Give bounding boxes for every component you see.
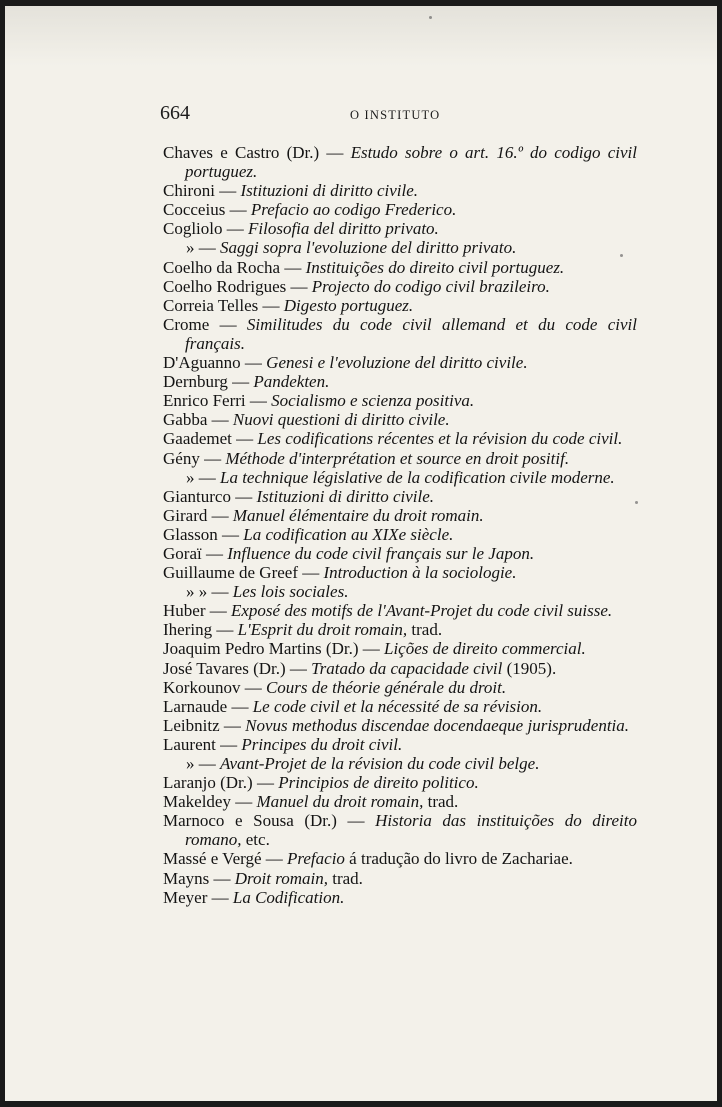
bibliography-entry [163,315,637,353]
entry-dash: — [207,410,233,430]
entry-author: Gianturco [163,486,231,506]
entry-dash: — [245,391,272,411]
entry-dash: — [252,773,279,793]
entry-dash: — [205,601,231,621]
bibliography-entry [163,219,637,238]
entry-work-title: Digesto portuguez. [283,295,414,315]
entry-work-title: Tratado da capacidade civil [311,658,503,678]
entry-author: Leibnitz [163,715,220,735]
bibliography-entry [163,582,637,601]
bibliography-entry [163,697,637,716]
entry-work-title: Lições de direito commercial. [383,639,586,659]
bibliography-entry [163,143,637,181]
entry-work-title: Principios de direito politico. [278,773,479,793]
entry-note: trad. [327,868,363,888]
entry-dash: — [286,276,312,296]
bibliography-entry [163,410,637,429]
entry-dash: — [258,295,284,315]
entry-author: Chaves e Castro (Dr.) [163,143,320,162]
entry-author: » [186,754,195,773]
bibliography-entry [163,506,637,525]
entry-work-title: Manuel du droit romain, [256,792,424,812]
entry-dash: — [194,467,220,487]
entry-work-title: Exposé des motifs de l'Avant-Projet du code civil suisse. [230,601,613,621]
entry-author: Huber [163,601,206,621]
entry-work-title: Istituzioni di diritto civile. [240,181,418,201]
entry-dash: — [217,524,244,544]
entry-work-title: Instituições do direito civil portuguez. [305,257,565,277]
bibliography-entry [163,563,637,582]
entry-author: Meyer [163,887,208,907]
entry-dash: — [225,200,251,220]
bibliography-entry [163,449,637,468]
entry-work-title: Les lois sociales. [232,582,349,602]
entry-dash: — [219,715,246,735]
entry-dash: — [201,543,228,563]
entry-dash: — [227,696,253,716]
bibliography-entry [163,487,637,506]
bibliography-entry [163,601,637,620]
entry-dash: — [207,887,233,907]
scan-shadow [5,6,717,66]
entry-author: Mayns [163,868,210,888]
entry-work-title: Saggi sopra l'evoluzione del diritto privato. [220,238,517,258]
entry-work-title: Introduction à la sociologie. [323,563,517,583]
entry-author: Laurent [163,734,216,754]
entry-dash: — [222,219,249,239]
entry-author: Correia Telles [163,295,259,315]
entry-work-title: Novus methodus discendae docendaeque jurisprudentia. [245,715,630,735]
entry-dash: — [227,372,254,392]
entry-author: » [186,467,195,487]
entry-author: Goraï [163,543,202,563]
entry-author: Gény [163,448,200,468]
entry-work-title: Influence du code civil français sur le Japon. [227,543,535,563]
entry-author: Cogliolo [163,219,223,239]
entry-work-title: Socialismo e scienza positiva. [271,391,475,411]
bibliography-entry [163,888,637,907]
entry-dash: — [209,314,247,334]
bibliography-entry [163,659,637,678]
entry-dash: — [215,734,242,754]
entry-work-title: Principes du droit civil. [241,734,403,754]
bibliography-entry [163,200,637,219]
bibliography-entry [163,372,637,391]
entry-dash: — [231,429,258,449]
entry-work-title: Méthode d'interprétation et source en droit positif. [225,448,570,468]
entry-work-title: Le code civil et la nécessité de sa révision. [252,696,543,716]
entry-author: Ihering [163,620,213,640]
bibliography-entry [163,258,637,277]
bibliography-entry [163,811,637,849]
entry-work-title: Genesi e l'evoluzione del diritto civile. [266,353,528,373]
entry-author: Joaquim Pedro Martins (Dr.) [163,639,359,659]
entry-dash: — [230,792,257,812]
entry-work-title: Nuovi questioni di diritto civile. [232,410,450,430]
entry-work-title: Les codifications récentes et la révision du code civil. [257,429,623,449]
entry-work-title: Manuel élémentaire du droit romain. [232,505,484,525]
bibliography-entry [163,716,637,735]
entry-author: Gabba [163,410,208,430]
entry-work-title: Cours de théorie générale du droit. [265,677,507,697]
entry-note: (1905). [502,658,557,678]
bibliography-entry [163,296,637,315]
entry-note: á tradução do livro de Zachariae. [344,849,573,869]
entry-author: Larnaude [163,696,228,716]
entry-author: Crome [163,314,210,334]
entry-work-title: Prefacio ao codigo Frederico. [250,200,457,220]
entry-dash: — [199,448,226,468]
entry-author: » » [186,582,208,602]
bibliography-entry [163,277,637,296]
entry-author: José Tavares (Dr.) [163,658,286,678]
entry-note: etc. [241,830,270,850]
entry-author: Korkounov [163,677,241,697]
entry-dash: — [207,505,233,525]
entry-author: Girard [163,505,208,525]
entry-dash: — [240,353,267,373]
bibliography-entry [163,792,637,811]
page-number: 664 [160,102,190,124]
entry-author: Makeldey [163,792,231,812]
bibliography-entry [163,468,637,487]
entry-author: Dernburg [163,372,228,392]
entry-author: Glasson [163,524,218,544]
entry-dash: — [194,238,220,258]
bibliography-entry [163,353,637,372]
entry-author: D'Aguanno [163,353,241,373]
entry-author: » [186,238,195,258]
running-head: O INSTITUTO [350,108,441,122]
entry-work-title: La Codification. [232,887,345,907]
bibliography-entry [163,735,637,754]
entry-dash: — [212,620,238,640]
entry-author: Guillaume de Greef [163,563,298,583]
entry-work-title: Historia das instituições do direito romano, [185,811,637,850]
entry-dash: — [298,563,324,583]
entry-author: Coelho da Rocha [163,257,281,277]
entry-work-title: Prefacio [287,849,345,869]
entry-work-title: Pandekten. [253,372,330,392]
entry-dash: — [336,811,376,831]
entry-dash: — [207,582,233,602]
entry-dash: — [280,257,306,277]
entry-work-title: Similitudes du code civil allemand et du code civil français. [185,314,638,353]
entry-note: trad. [423,792,459,812]
bibliography-entry [163,620,637,639]
bibliography-entry [163,525,637,544]
bibliography-entry [163,429,637,448]
bibliography-entry [163,544,637,563]
entry-dash: — [194,754,220,773]
bibliography-entry [163,181,637,200]
bibliography-entry [163,238,637,257]
entry-work-title: Projecto do codigo civil brazileiro. [311,276,550,296]
entry-dash: — [230,486,257,506]
bibliography-entry [163,391,637,410]
bibliography-entry [163,678,637,697]
entry-author: Chironi [163,181,215,201]
entry-dash: — [240,677,266,697]
entry-dash: — [285,658,312,678]
entry-work-title: La technique législative de la codification civile moderne. [220,467,615,487]
entry-author: Coelho Rodrigues [163,276,287,296]
bibliography-entry [163,773,637,792]
entry-dash: — [261,849,288,869]
entry-work-title: Avant-Projet de la révision du code civil belge. [220,754,540,773]
entry-author: Marnoco e Sousa (Dr.) [163,811,337,831]
book-page [5,6,717,1101]
bibliography-entry [163,639,637,658]
entry-work-title: Droit romain, [234,868,328,888]
page-header [160,102,640,128]
entry-note: trad. [407,620,443,640]
entry-dash: — [209,868,235,888]
bibliography-list [163,143,637,907]
bibliography-entry [163,754,637,773]
entry-author: Gaademet [163,429,232,449]
entry-author: Cocceius [163,200,226,220]
scan-speck [429,16,432,19]
entry-dash: — [358,639,384,659]
entry-work-title: L'Esprit du droit romain, [237,620,408,640]
bibliography-entry [163,869,637,888]
entry-author: Laranjo (Dr.) [163,773,253,793]
entry-author: Massé e Vergé [163,849,262,869]
entry-dash: — [214,181,241,201]
entry-author: Enrico Ferri [163,391,246,411]
bibliography-entry [163,849,637,868]
entry-work-title: Filosofia del diritto privato. [248,219,439,239]
entry-work-title: Estudo sobre o art. 16.º do codigo civil portuguez. [185,143,637,182]
entry-work-title: Istituzioni di diritto civile. [256,486,435,506]
entry-dash: — [319,143,351,162]
entry-work-title: La codification au XIXe siècle. [243,524,454,544]
